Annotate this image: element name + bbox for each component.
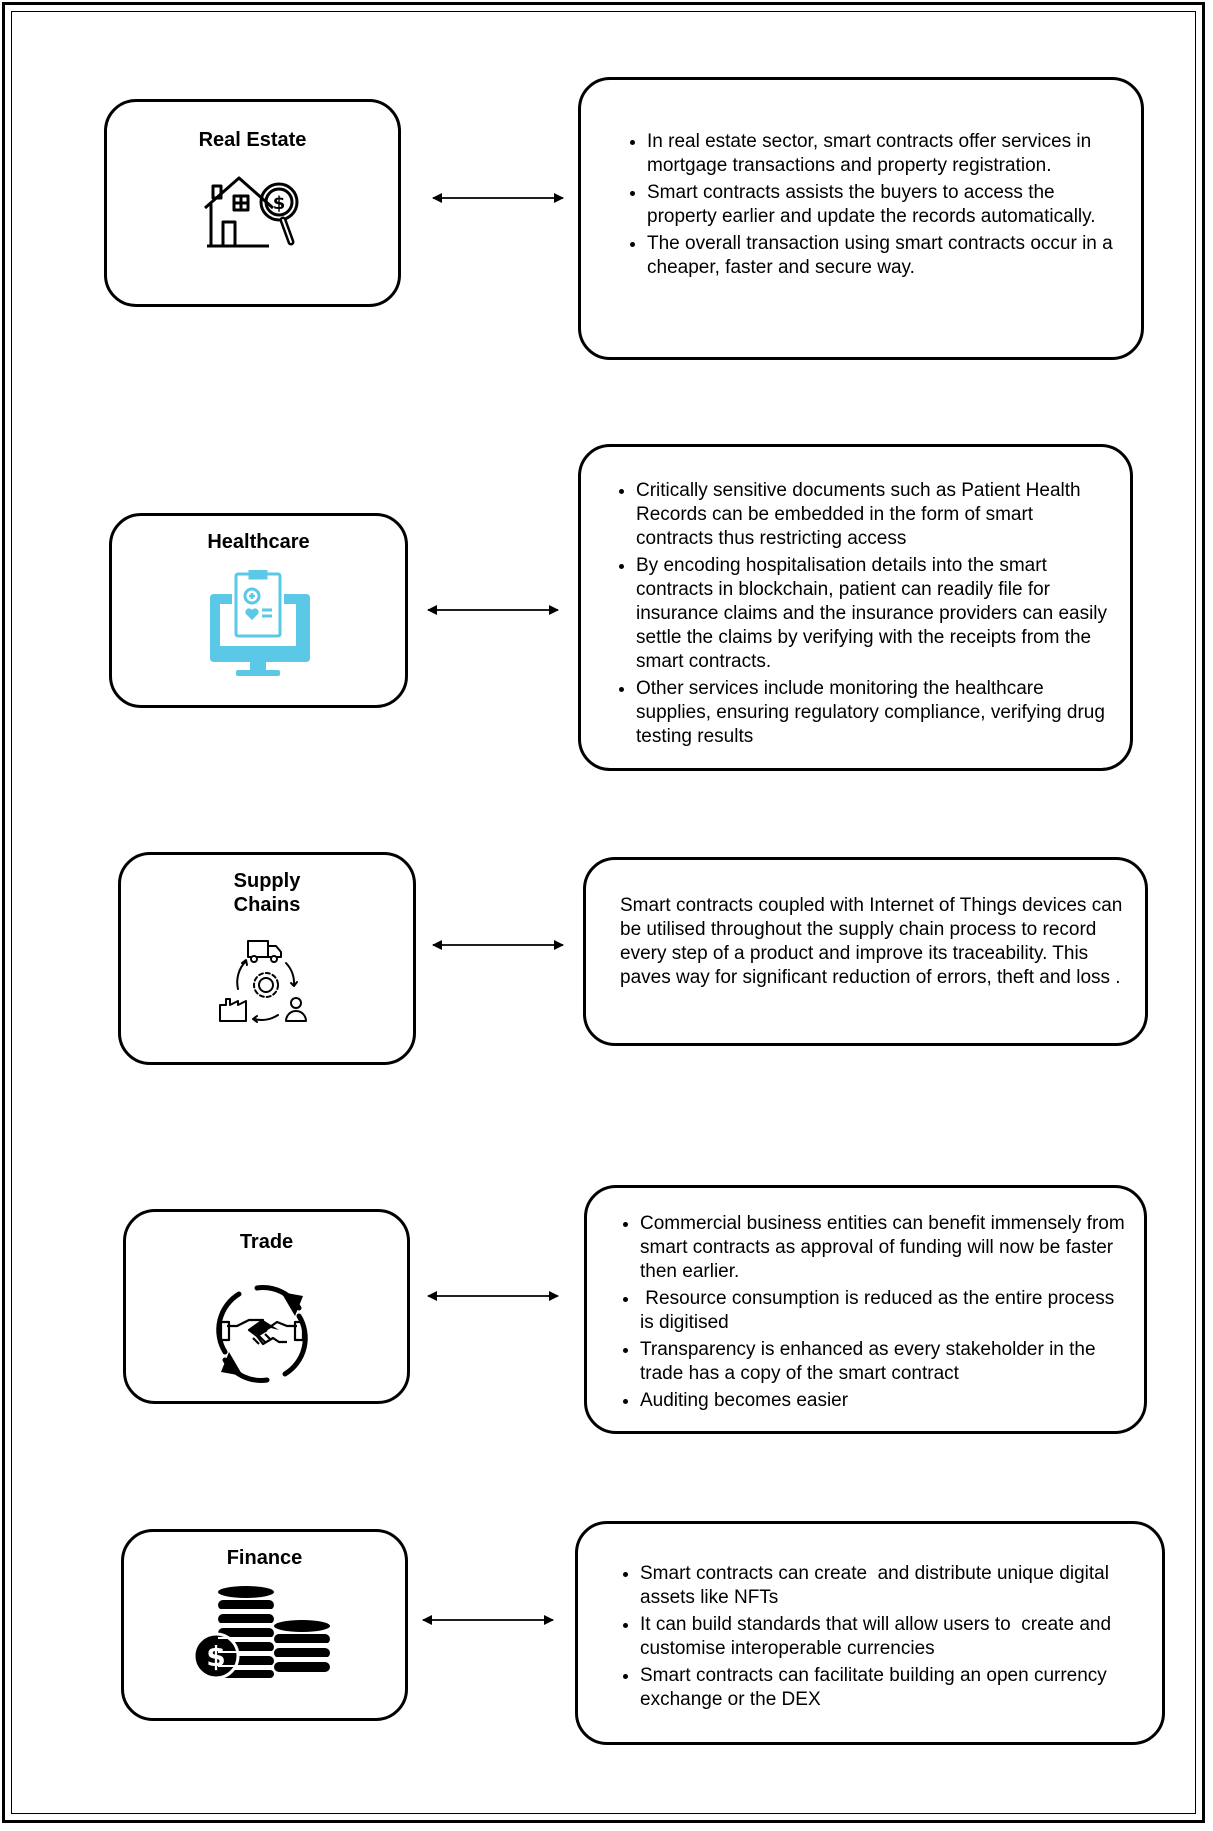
bullet-item: • Smart contracts can facilitate building an open currency exchange or the DEX — [640, 1664, 1138, 1712]
paragraph-text: Smart contracts coupled with Internet of Things devices can be utilised throughout the supply chain process to record every step of a product and improve its traceability. This paves way for significant reduction of errors, theft and loss . — [620, 895, 1123, 988]
bullet-item: • Transparency is enhanced as every stakeholder in the trade has a copy of the smart contract — [640, 1338, 1128, 1386]
bullet-item: • The overall transaction using smart contracts occur in a cheaper, faster and secure way. — [647, 232, 1125, 280]
description-box-real-estate — [578, 77, 1144, 360]
description-list — [618, 1212, 1128, 1416]
category-box-trade — [123, 1209, 410, 1404]
bullet-item: • In real estate sector, smart contracts offer services in mortgage transactions and property registration. — [647, 130, 1125, 178]
arrow-finance — [421, 1612, 555, 1628]
bullet-item: • Commercial business entities can benefit immensely from smart contracts as approval of funding will now be faster then earlier. — [640, 1212, 1128, 1284]
arrow-healthcare — [426, 602, 560, 618]
description-box-finance — [575, 1521, 1165, 1745]
bullet-item: • By encoding hospitalisation details into the smart contracts in blockchain, patient can readily file for insurance claims and the insurance providers can easily settle the claims by verifying with the receipts from the smart contracts. — [636, 554, 1114, 674]
category-box-supply-chains — [118, 852, 416, 1065]
category-box-real-estate — [104, 99, 401, 307]
description-box-trade — [584, 1185, 1147, 1434]
bullet-item: • Resource consumption is reduced as the entire process is digitised — [640, 1287, 1128, 1335]
handshake-cycle-icon — [207, 1282, 317, 1386]
category-box-healthcare — [109, 513, 408, 708]
svg-text:$: $ — [206, 1640, 226, 1673]
arrow-trade — [426, 1288, 560, 1304]
bullet-item: • Other services include monitoring the healthcare supplies, ensuring regulatory compliance, verifying drug testing results — [636, 677, 1114, 749]
supply-cycle-icon — [216, 937, 316, 1029]
description-box-healthcare — [578, 444, 1133, 771]
category-title: Healthcare — [207, 531, 310, 553]
category-title: Finance — [226, 1547, 303, 1569]
svg-text:$: $ — [272, 193, 286, 214]
bullet-item: • Auditing becomes easier — [640, 1389, 1128, 1413]
description-list — [625, 130, 1125, 283]
bullet-item: • Smart contracts assists the buyers to access the property earlier and update the records automatically. — [647, 181, 1125, 229]
bullet-item: • It can build standards that will allow users to create and customise interoperable currencies — [640, 1613, 1138, 1661]
description-list — [618, 1562, 1138, 1715]
description-box-supply-chains — [583, 857, 1148, 1046]
coins-dollar-icon — [194, 1584, 334, 1678]
category-title: Trade — [239, 1231, 294, 1253]
arrow-real-estate — [431, 190, 565, 206]
category-title: Real Estate — [198, 129, 307, 151]
category-box-finance — [121, 1529, 408, 1721]
description-paragraph — [620, 894, 1135, 990]
medical-monitor-icon — [206, 570, 310, 680]
description-list — [614, 479, 1114, 752]
house-search-icon — [199, 170, 309, 260]
arrow-supply-chains — [431, 937, 565, 953]
category-title-line-1: Supply — [233, 870, 301, 892]
category-title-line-2: Chains — [233, 894, 301, 916]
bullet-item: • Smart contracts can create and distribute unique digital assets like NFTs — [640, 1562, 1138, 1610]
bullet-item: • Critically sensitive documents such as Patient Health Records can be embedded in the form of smart contracts thus restricting access — [636, 479, 1114, 551]
